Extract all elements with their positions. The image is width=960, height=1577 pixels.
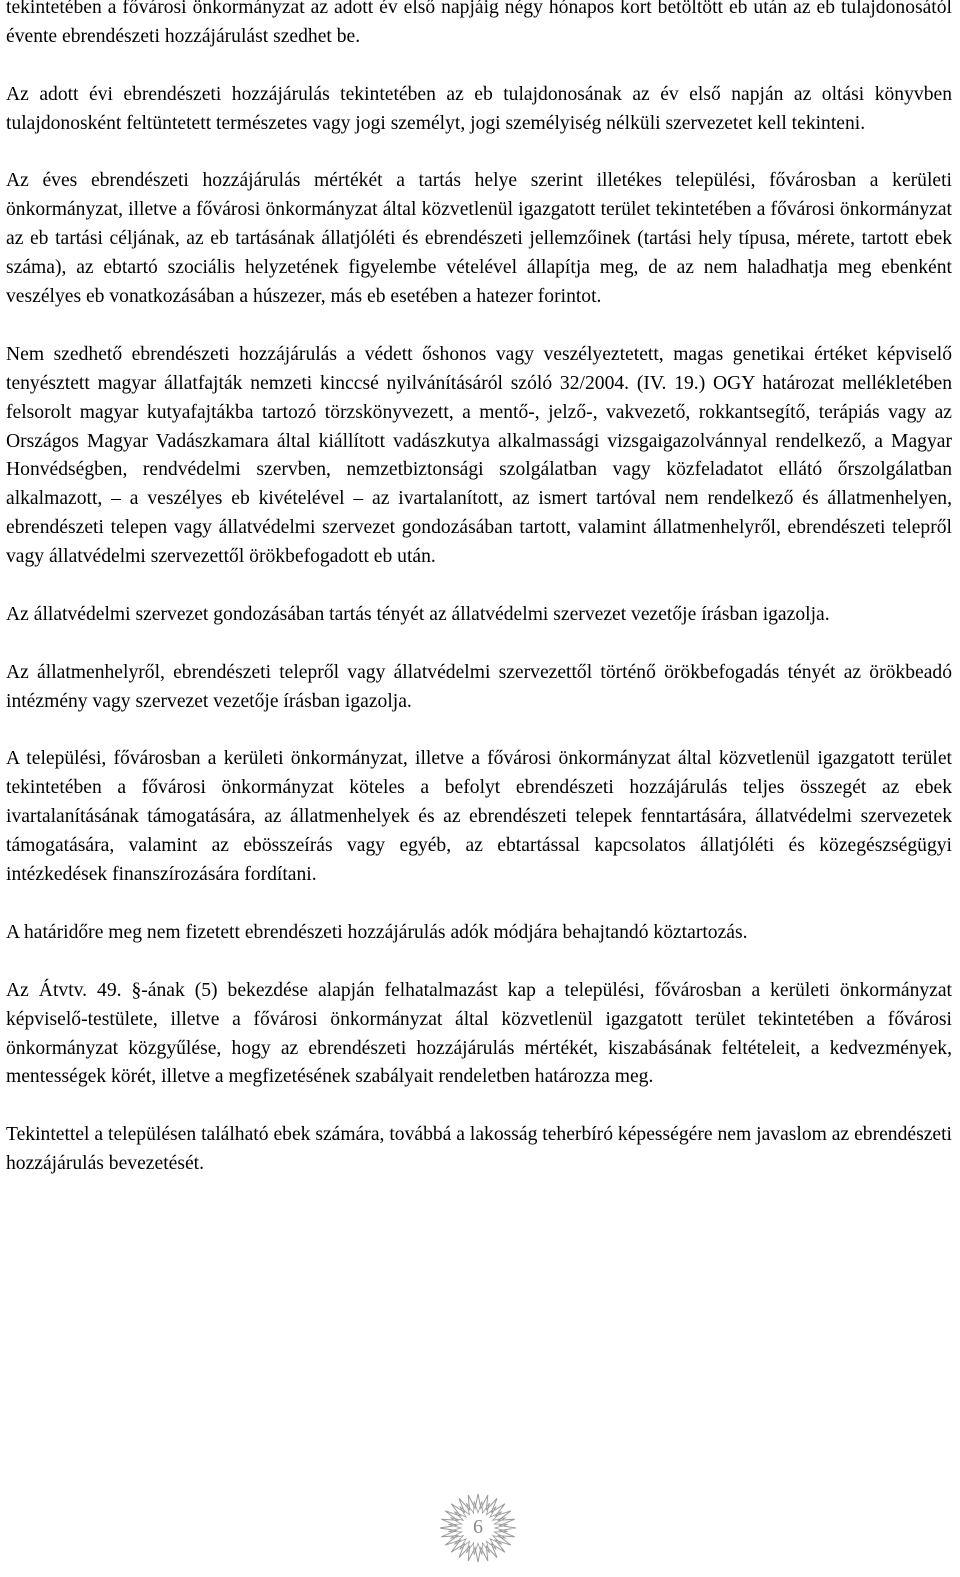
page-number-ornament	[428, 1488, 528, 1572]
paragraph-6: Az állatmenhelyről, ebrendészeti telepről vagy állatvédelmi szervezettől történő örökbefogadás tényét az örökbeadó intézmény vagy szervezet vezetője írásban igazolja.	[6, 661, 952, 712]
paragraph-5: Az állatvédelmi szervezet gondozásában tartás tényét az állatvédelmi szervezet vezetője írásban igazolja.	[6, 603, 830, 625]
paragraph-gap	[6, 890, 952, 919]
paragraph-gap	[6, 1092, 952, 1121]
page-number: 6	[473, 1516, 483, 1538]
paragraph-3: Az éves ebrendészeti hozzájárulás mértékét a tartás helye szerint illetékes települési, fővárosban a kerületi önkormányzat, illetve a fővárosi önkormányzat által közvetlenül igazgatott terület tekintetében a fővárosi önkormányzat az eb tartási céljának, az eb tartásának állatjóléti és ebrendészeti jellemzőinek (tartási hely típusa, mérete, tartott ebek száma), az ebtartó szociális helyzetének figyelembe vételével állapítja meg, de az nem haladhatja meg ebenként veszélyes eb vonatkozásában a húszezer, más eb esetében a hatezer forintot.	[6, 170, 952, 308]
paragraph-8: A határidőre meg nem fizetett ebrendészeti hozzájárulás adók módjára behajtandó köztartozás.	[6, 921, 748, 943]
paragraph-gap	[6, 630, 952, 659]
paragraph-gap	[6, 52, 952, 81]
paragraph-gap	[6, 948, 952, 977]
paragraph-1: tekintetében a fővárosi önkormányzat az adott év első napjáig négy hónapos kort betöltött eb után az eb tulajdonosától évente ebrendészeti hozzájárulást szedhet be.	[6, 0, 952, 47]
paragraph-9: Az Átvtv. 49. §-ának (5) bekezdése alapján felhatalmazást kap a települési, fővárosban a kerületi önkormányzat képviselő-testülete, illetve a fővárosi önkormányzat által közvetlenül igazgatott terület tekintetében a fővárosi önkormányzat közgyűlése, hogy az ebrendészeti hozzájárulás mértékét, kiszabásának feltételeit, a kedvezmények, mentességek körét, illetve a megfizetésének szabályait rendeletben határozza meg.	[6, 979, 952, 1088]
paragraph-4: Nem szedhető ebrendészeti hozzájárulás a védett őshonos vagy veszélyeztetett, magas genetikai értéket képviselő tenyésztett magyar állatfajták nemzeti kinccsé nyilvánításáról szóló 32/2004. (IV. 19.) OGY határozat mellékletében felsorolt magyar kutyafajtákba tartozó törzskönyvezett, a mentő-, jelző-, vakvezető, rokkantsegítő, terápiás vagy az Országos Magyar Vadászkamara által kiállított vadászkutya alkalmassági vizsgaigazolvánnyal rendelkező, a Magyar Honvédségben, rendvédelmi szervben, nemzetbiztonsági szolgálatban vagy közfeladatot ellátó őrszolgálatban alkalmazott, – a veszélyes eb kivételével – az ivartalanított, az ismert tartóval nem rendelkező és állatmenhelyen, ebrendészeti telepen vagy állatvédelmi szervezet gondozásában tartott, valamint állatmenhelyről, ebrendészeti telepről vagy állatvédelmi szervezettől örökbefogadott eb után.	[6, 343, 952, 568]
paragraph-gap	[6, 572, 952, 601]
paragraph-gap	[6, 717, 952, 746]
paragraph-10: Tekintettel a településen található ebek számára, továbbá a lakosság teherbíró képességére nem javaslom az ebrendészeti hozzájárulás bevezetését.	[6, 1124, 952, 1175]
paragraph-gap	[6, 312, 952, 341]
paragraph-gap	[6, 139, 952, 168]
paragraph-7: A települési, fővárosban a kerületi önkormányzat, illetve a fővárosi önkormányzat által közvetlenül igazgatott terület tekintetében a fővárosi önkormányzat köteles a befolyt ebrendészeti hozzájárulás teljes összegét az ebek ivartalanításának támogatására, az állatmenhelyek és az ebrendészeti telepek fenntartására, állatvédelmi szervezetek támogatására, valamint az ebösszeírás vagy egyéb, az ebtartással kapcsolatos állatjóléti és közegészségügyi intézkedések finanszírozására fordítani.	[6, 748, 952, 886]
document-page	[6, 0, 952, 1179]
paragraph-2: Az adott évi ebrendészeti hozzájárulás tekintetében az eb tulajdonosának az év első napján az oltási könyvben tulajdonosként feltüntetett természetes vagy jogi személyt, jogi személyiség nélküli szervezetet kell tekinteni.	[6, 83, 952, 134]
